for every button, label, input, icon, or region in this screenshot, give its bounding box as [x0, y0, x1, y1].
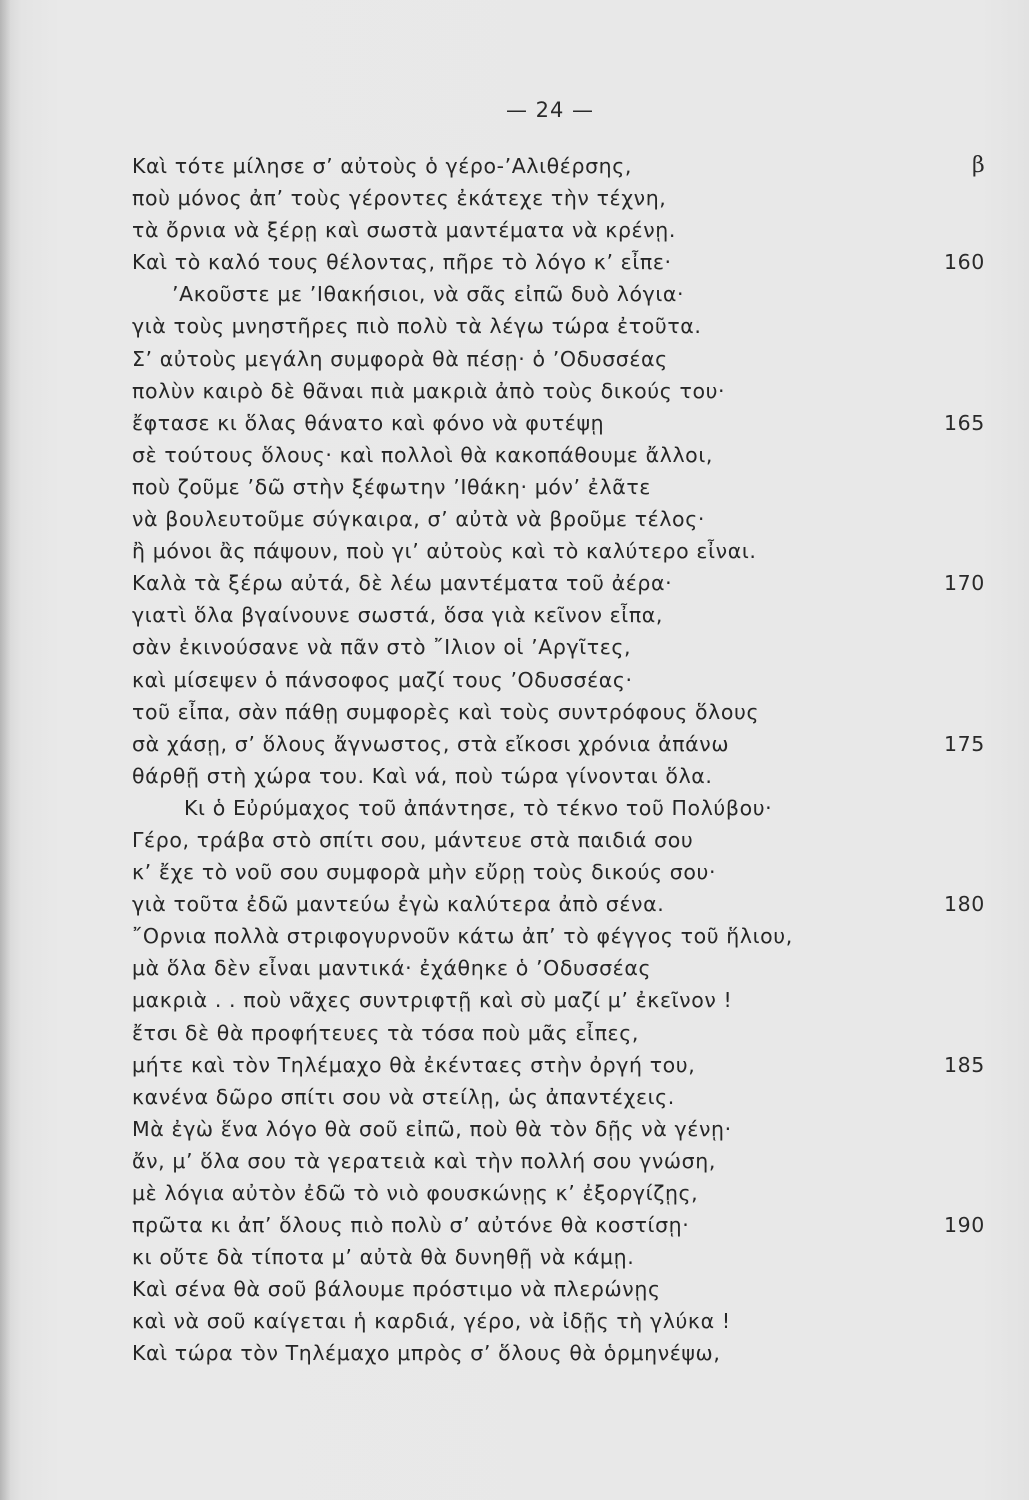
page-number: — 24 —: [505, 98, 595, 122]
verse-text: Καὶ τώρα τὸν Τηλέμαχο μπρὸς σ’ ὅλους θὰ ὁρμηνέψω,: [132, 1341, 721, 1366]
verse-text: ποὺ ζοῦμε ’δῶ στὴν ξέφωτην ’Ιθάκη· μόν’ ἐλᾶτε: [132, 474, 651, 499]
line-number: 160: [944, 250, 985, 275]
verse-line: [0, 728, 1029, 760]
verse-line: [0, 824, 1029, 856]
verse-text: κ’ ἔχε τὸ νοῦ σου συμφορὰ μὴν εὔρῃ τοὺς δικούς σου·: [132, 860, 717, 885]
verse-text: καὶ μίσεψεν ὁ πάνσοφος μαζί τους ’Οδυσσέας·: [132, 667, 633, 692]
verse-line: [0, 343, 1029, 375]
verse-text: ἔφτασε κι ὅλας θάνατο καὶ φόνο νὰ φυτέψῃ: [132, 410, 605, 435]
verse-text: τὰ ὄρνια νὰ ξέρῃ καὶ σωστὰ μαντέματα νὰ κρένῃ.: [132, 218, 677, 243]
verse-line: [0, 567, 1029, 599]
verse-line: [0, 1177, 1029, 1209]
verse-text: θάρθῇ στὴ χώρα του. Καὶ νά, ποὺ τώρα γίνονται ὅλα.: [132, 763, 713, 788]
verse-line: [0, 310, 1029, 342]
verse-text: Σ’ αὐτοὺς μεγάλη συμφορὰ θὰ πέσῃ· ὁ ’Οδυσσέας: [132, 346, 668, 371]
verse-text: κι οὔτε δὰ τίποτα μ’ αὐτὰ θὰ δυνηθῇ νὰ κάμῃ.: [132, 1245, 635, 1270]
line-number: 165: [944, 410, 985, 435]
verse-text: Καλὰ τὰ ξέρω αὐτά, δὲ λέω μαντέματα τοῦ ἀέρα·: [132, 571, 673, 596]
verse-text: σὰν ἐκινούσανε νὰ πᾶν στὸ ῎Ιλιον οἱ ’Αργῖτες,: [132, 635, 632, 660]
verse-line: [0, 952, 1029, 984]
verse-line: [0, 503, 1029, 535]
verse-line: [0, 1081, 1029, 1113]
verse-line: [0, 599, 1029, 631]
verse-line: [0, 856, 1029, 888]
verse-line: [0, 375, 1029, 407]
line-number: 190: [944, 1213, 985, 1238]
verse-line: [0, 535, 1029, 567]
verse-line: [0, 1145, 1029, 1177]
verse-text: ἄν, μ’ ὅλα σου τὰ γερατειὰ καὶ τὴν πολλή σου γνώση,: [132, 1148, 716, 1173]
verse-line: [0, 1241, 1029, 1273]
verse-line: [0, 1209, 1029, 1241]
verse-line: [0, 760, 1029, 792]
verse-line: [0, 1049, 1029, 1081]
verse-text: νὰ βουλευτοῦμε σύγκαιρα, σ’ αὐτὰ νὰ βροῦμε τέλος·: [132, 507, 705, 532]
verse-line: [0, 664, 1029, 696]
book-letter-marker: β: [972, 153, 986, 178]
verse-text: ’Ακοῦστε με ’Ιθακήσιοι, νὰ σᾶς εἰπῶ δυὸ λόγια·: [172, 282, 685, 307]
verse-line: [0, 696, 1029, 728]
line-number: 180: [944, 892, 985, 917]
verse-line: [0, 150, 1029, 182]
verse-text: πρῶτα κι ἀπ’ ὅλους πιὸ πολὺ σ’ αὐτόνε θὰ κοστίσῃ·: [132, 1213, 690, 1238]
verse-line: [0, 984, 1029, 1016]
verse-line: [0, 278, 1029, 310]
verse-line: [0, 214, 1029, 246]
verse-line: [0, 1273, 1029, 1305]
verse-line: [0, 631, 1029, 663]
verse-line: [0, 1113, 1029, 1145]
verse-text: μὲ λόγια αὐτὸν ἐδῶ τὸ νιὸ φουσκώνῃς κ’ ἐξοργίζῃς,: [132, 1181, 699, 1205]
verse-text: σὰ χάσῃ, σ’ ὅλους ἄγνωστος, στὰ εἴκοσι χρόνια ἀπάνω: [132, 731, 730, 756]
verse-text: σὲ τούτους ὅλους· καὶ πολλοὶ θὰ κακοπάθουμε ἄλλοι,: [132, 442, 713, 467]
verse-text: ποὺ μόνος ἀπ’ τοὺς γέροντες ἐκάτεχε τὴν τέχνη,: [132, 186, 667, 211]
verse-text: Γέρο, τράβα στὸ σπίτι σου, μάντευε στὰ παιδιά σου: [132, 827, 694, 852]
verse-line: [0, 888, 1029, 920]
verse-line: [0, 407, 1029, 439]
verse-text: Καὶ τότε μίλησε σ’ αὐτοὺς ὁ γέρο-’Αλιθέρσης,: [132, 154, 633, 178]
verse-text: καὶ νὰ σοῦ καίγεται ἡ καρδιά, γέρο, νὰ ἰδῇς τὴ γλύκα !: [132, 1309, 731, 1334]
verse-text: μήτε καὶ τὸν Τηλέμαχο θὰ ἐκένταες στὴν ὀργή του,: [132, 1052, 696, 1077]
verse-line: [0, 471, 1029, 503]
line-number: 170: [944, 571, 985, 596]
verse-text: γιὰ τοὺς μνηστῆρες πιὸ πολὺ τὰ λέγω τώρα ἐτοῦτα.: [132, 314, 702, 339]
verse-text: τοῦ εἶπα, σὰν πάθῃ συμφορὲς καὶ τοὺς συντρόφους ὅλους: [132, 699, 760, 724]
verse-text: γιατὶ ὅλα βγαίνουνε σωστά, ὅσα γιὰ κεῖνον εἶπα,: [132, 603, 664, 628]
verse-text: ἔτσι δὲ θὰ προφήτευες τὰ τόσα ποὺ μᾶς εἶπες,: [132, 1020, 639, 1045]
verse-line: [0, 920, 1029, 952]
verse-line: [0, 439, 1029, 471]
verse-text: γιὰ τοῦτα ἐδῶ μαντεύω ἐγὼ καλύτερα ἀπὸ σένα.: [132, 892, 665, 917]
verse-line: [0, 792, 1029, 824]
verse-block: [0, 150, 1029, 1370]
verse-text: Καὶ σένα θὰ σοῦ βάλουμε πρόστιμο νὰ πλερώνῃς: [132, 1277, 661, 1302]
verse-text: ῎Ορνια πολλὰ στριφογυρνοῦν κάτω ἀπ’ τὸ φέγγος τοῦ ἥλιου,: [132, 924, 793, 949]
line-number: 175: [944, 731, 985, 756]
verse-text: ἢ μόνοι ἂς πάψουν, ποὺ γι’ αὐτοὺς καὶ τὸ καλύτερο εἶναι.: [132, 539, 757, 564]
verse-text: κανένα δῶρο σπίτι σου νὰ στείλῃ, ὡς ἀπαντέχεις.: [132, 1084, 675, 1109]
line-number: 185: [944, 1052, 985, 1077]
verse-line: [0, 1305, 1029, 1337]
verse-text: Μὰ ἐγὼ ἕνα λόγο θὰ σοῦ εἰπῶ, ποὺ θὰ τὸν δῇς νὰ γένῃ·: [132, 1116, 732, 1141]
verse-text: μὰ ὅλα δὲν εἶναι μαντικά· ἐχάθηκε ὁ ’Οδυσσέας: [132, 956, 652, 981]
verse-line: [0, 1017, 1029, 1049]
verse-line: [0, 246, 1029, 278]
verse-text: Κι ὁ Εὐρύμαχος τοῦ ἀπάντησε, τὸ τέκνο τοῦ Πολύβου·: [184, 795, 773, 820]
verse-text: Καὶ τὸ καλό τους θέλοντας, πῆρε τὸ λόγο κ’ εἶπε·: [132, 250, 672, 275]
verse-line: [0, 1337, 1029, 1369]
verse-line: [0, 182, 1029, 214]
verse-text: πολὺν καιρὸ δὲ θᾶναι πιὰ μακριὰ ἀπὸ τοὺς δικούς του·: [132, 378, 726, 403]
verse-text: μακριὰ . . ποὺ νᾶχες συντριφτῇ καὶ σὺ μαζί μ’ ἐκεῖνον !: [132, 988, 733, 1013]
